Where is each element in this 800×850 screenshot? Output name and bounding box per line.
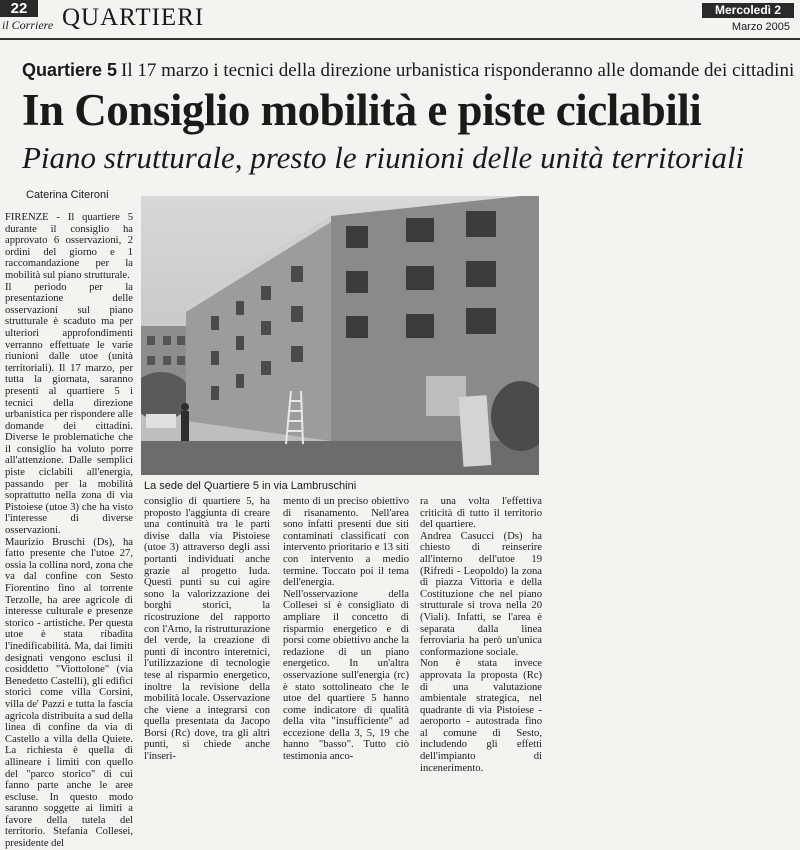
text-column-3 — [283, 496, 409, 763]
paragraph: ra una volta l'effettiva criticità di tutto il territorio del quartiere. — [420, 496, 542, 531]
text-column-4 — [420, 496, 542, 774]
issue-date: Marzo 2005 — [731, 21, 790, 33]
kicker-label: Quartiere 5 — [22, 60, 118, 80]
header-rule — [0, 38, 800, 40]
subheadline: Piano strutturale, presto le riunioni delle unità territoriali — [22, 140, 745, 175]
paragraph: Andrea Casucci (Ds) ha chiesto di reinserire all'interno dell'utoe 19 (Rifredi - Leopoldo) la zona di piazza Vittoria e della Costituzione che nel piano strutturale si trova nella 20 (Viali). Infatti, se l'area è separata dalla linea ferroviaria ha però un'unica conformazione sociale. — [420, 530, 542, 658]
issue-day: Mercoledì 2 — [702, 3, 794, 18]
headline: In Consiglio mobilità e piste ciclabili — [22, 85, 702, 135]
building-illustration — [141, 196, 539, 475]
byline: Caterina Citeroni — [26, 189, 109, 201]
paragraph: mento di un preciso obiettivo di risanamento. Nell'area sono infatti presenti due siti contaminati classificati con intervento prioritario e 13 siti con intervento a medio termine. Toccato poi il tema dell'energia. Nell'osservazione della Collesei si è consigliato di ampliare il concetto di risparmio energetico e di porsi come obiettivo anche la redazione di un piano energetico. In un'altra osservazione sull'energia (rc) è stato sottolineato che le utoe del quartiere 5 hanno come indicatore di qualità della vita "insufficiente" ad eccezione della 3, 5, 19 che hanno "basso". Tutto ciò testimonia anco- — [283, 496, 409, 763]
paragraph: Maurizio Bruschi (Ds), ha fatto presente che l'utoe 27, ossia la collina nord, zona che va dal confine con Sesto Fiorentino fino al torrente Terzolle, ha aree agricole di interesse culturale e presenze storico - artistiche. Per questa utoe è stata ribadita l'inedificabilità. Ma, dai limiti designati vengono esclusi il cosiddetto "Viottolone" (via Benedetto Castelli), gli edifici storici come villa Corsini, villa de' Pazzi e tutta la fascia agricola distribuita a sud della linea di confine da via di Castello a villa della Quiete. La richiesta è quella di allineare i limiti con quello del "parco storico" di cui fanno parte anche le aree escluse. In questo modo saranno soggette ai limiti a favore della tutela del territorio. Stefania Collesei, presidente del — [5, 536, 133, 850]
paragraph: Il periodo per la presentazione delle osservazioni sul piano strutturale è scaduto ma per ulteriori approfondimenti verranno effettuate le varie riunioni dalle utoe (unità territoriali). Il 17 marzo, per tutta la giornata, saranno presenti al quartiere 5 i tecnici della direzione urbanistica per rispondere alle domande dei cittadini. Diverse le problematiche che il consiglio ha voluto porre all'attenzione. Dalle semplici piste ciclabili all'energia, passando per la mobilità soprattutto nella zona di via Pistoiese (utoe 3) che ha visto l'interesse di diverse osservazioni. — [5, 281, 133, 537]
page-number: 22 — [0, 0, 38, 17]
kicker-text: Il 17 marzo i tecnici della direzione urbanistica risponderanno alle domande dei cittadini — [121, 60, 795, 81]
paragraph: consiglio di quartiere 5, ha proposto l'aggiunta di creare una continuità tra le parti divise dalla via Pistoiese (utoe 3) attraverso degli assi portanti individuati anche grazie al progetto Iuda. Questi punti su cui agire sono la valorizzazione dei borghi storici, la ricostruzione del rapporto con l'Arno, la ristrutturazione del verde, la creazione di punti di incontro interetnici, l'utilizzazione di tecnologie tese al risparmio energetico, inoltre la revisione della mobilità locale. Osservazione che viene a integrarsi con quella presentata da Jacopo Borsi (Rc) dove, tra gli altri punti, si chiede anche l'inseri- — [144, 496, 270, 763]
kicker — [22, 60, 794, 82]
paragraph: FIRENZE - Il quartiere 5 durante il consiglio ha approvato 6 osservazioni, 2 ordini del giorno e 1 raccomandazione per la mobilità sul piano strutturale. — [5, 212, 133, 281]
building-photo — [141, 196, 539, 475]
photo-caption: La sede del Quartiere 5 in via Lambruschini — [144, 480, 357, 492]
paragraph: Non è stata invece approvata la proposta (Rc) di una valutazione ambientale strategica, nel quadrante di via Pistoiese - aeroporto - autostrada fino al comune di Sesto, includendo gli effetti dell'impianto di incenerimento. — [420, 658, 542, 774]
text-column-1 — [5, 212, 133, 850]
section-title: QUARTIERI — [62, 4, 205, 31]
publication-name: il Corriere — [2, 18, 54, 32]
text-column-2 — [144, 496, 270, 763]
